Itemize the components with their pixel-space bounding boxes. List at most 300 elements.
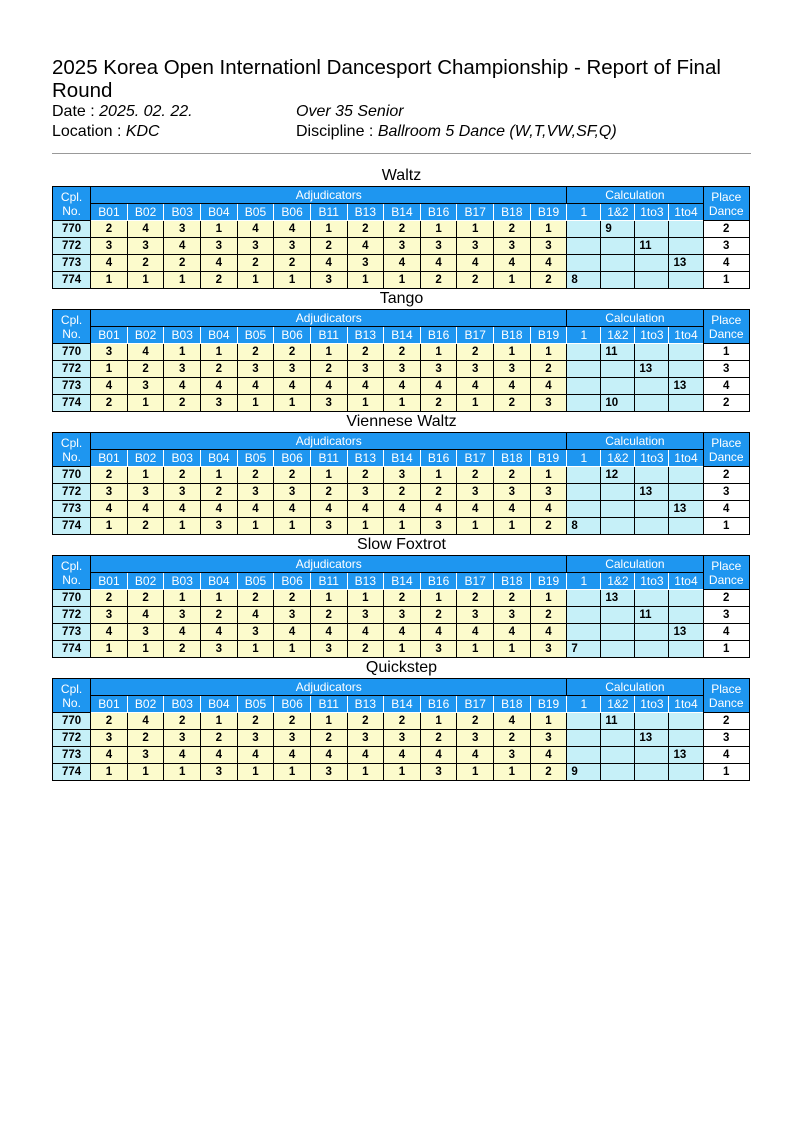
couple-number: 770 (53, 344, 91, 361)
judge-mark: 1 (237, 395, 274, 412)
judge-mark: 4 (310, 624, 347, 641)
judge-mark: 4 (274, 747, 311, 764)
judge-mark: 2 (384, 221, 421, 238)
judge-mark: 3 (310, 641, 347, 658)
judge-header: B18 (494, 450, 531, 467)
judge-header: B17 (457, 573, 494, 590)
calc-value (669, 395, 703, 412)
judge-header: B16 (420, 204, 457, 221)
judge-mark: 1 (201, 590, 238, 607)
judge-mark: 1 (201, 713, 238, 730)
table-row (53, 730, 750, 747)
judge-mark: 1 (91, 518, 128, 535)
judge-mark: 3 (384, 730, 421, 747)
couple-number: 773 (53, 501, 91, 518)
judge-header: B18 (494, 573, 531, 590)
place-label: Place (711, 189, 742, 204)
judge-mark: 1 (127, 272, 164, 289)
calc-value (669, 518, 703, 535)
judge-header: B13 (347, 327, 384, 344)
judge-header: B18 (494, 204, 531, 221)
results-table (52, 555, 750, 658)
judge-mark: 2 (201, 607, 238, 624)
judge-mark: 3 (274, 484, 311, 501)
judge-mark: 2 (310, 730, 347, 747)
calc-value: 11 (601, 713, 635, 730)
table-row (53, 607, 750, 624)
judge-mark: 1 (91, 641, 128, 658)
calc-value (567, 484, 601, 501)
judge-mark: 4 (201, 501, 238, 518)
judge-mark: 4 (420, 624, 457, 641)
judge-mark: 2 (457, 344, 494, 361)
calc-value: 11 (635, 607, 669, 624)
judge-mark: 4 (347, 238, 384, 255)
judge-mark: 2 (530, 272, 567, 289)
judge-mark: 2 (127, 255, 164, 272)
judge-mark: 1 (164, 272, 201, 289)
calc-value: 9 (601, 221, 635, 238)
calc-value (635, 467, 669, 484)
calc-value: 10 (601, 395, 635, 412)
table-row (53, 361, 750, 378)
judge-mark: 4 (164, 624, 201, 641)
judge-mark: 1 (457, 395, 494, 412)
calc-value (601, 238, 635, 255)
judge-header: B13 (347, 204, 384, 221)
judge-mark: 4 (384, 378, 421, 395)
judge-mark: 3 (201, 238, 238, 255)
judge-mark: 4 (127, 607, 164, 624)
calc-col-header: 1 (567, 450, 601, 467)
judge-header: B17 (457, 327, 494, 344)
calc-value: 11 (635, 238, 669, 255)
judge-mark: 4 (457, 747, 494, 764)
dance-section (52, 412, 751, 535)
calc-value (601, 764, 635, 781)
judge-mark: 3 (420, 238, 457, 255)
table-row (53, 378, 750, 395)
judge-mark: 2 (91, 395, 128, 412)
place-value: 4 (703, 255, 750, 272)
judge-mark: 2 (530, 361, 567, 378)
judge-mark: 2 (274, 467, 311, 484)
judge-header: B05 (237, 327, 274, 344)
calc-value (567, 713, 601, 730)
no-label: No. (62, 695, 81, 710)
judge-mark: 2 (127, 590, 164, 607)
calc-value: 9 (567, 764, 601, 781)
calc-value (567, 624, 601, 641)
cpl-header (53, 433, 91, 467)
judge-mark: 2 (237, 344, 274, 361)
judge-mark: 3 (91, 607, 128, 624)
judge-mark: 1 (164, 518, 201, 535)
calc-value (669, 361, 703, 378)
judge-mark: 3 (494, 361, 531, 378)
judge-header: B11 (310, 696, 347, 713)
judge-mark: 2 (201, 484, 238, 501)
judge-mark: 2 (494, 467, 531, 484)
place-dance-header (703, 433, 750, 467)
judge-header: B13 (347, 450, 384, 467)
judge-mark: 1 (494, 641, 531, 658)
calc-value (601, 624, 635, 641)
judge-mark: 2 (201, 272, 238, 289)
judge-mark: 4 (127, 501, 164, 518)
couple-number: 772 (53, 238, 91, 255)
dance-title: Tango (379, 290, 424, 307)
judge-mark: 4 (237, 221, 274, 238)
judge-header: B05 (237, 696, 274, 713)
judge-mark: 4 (201, 747, 238, 764)
calc-value (669, 641, 703, 658)
judge-mark: 1 (237, 641, 274, 658)
couple-number: 774 (53, 395, 91, 412)
calc-value: 8 (567, 518, 601, 535)
judge-mark: 2 (237, 255, 274, 272)
judge-mark: 3 (384, 238, 421, 255)
couple-number: 772 (53, 361, 91, 378)
dance-section (52, 658, 751, 781)
judge-mark: 1 (274, 641, 311, 658)
judge-mark: 3 (164, 607, 201, 624)
dance-label: Dance (708, 326, 744, 341)
couple-number: 772 (53, 607, 91, 624)
judge-mark: 2 (127, 730, 164, 747)
place-value: 4 (703, 624, 750, 641)
judge-header: B19 (530, 573, 567, 590)
calc-value: 11 (601, 344, 635, 361)
judge-mark: 2 (494, 730, 531, 747)
table-row (53, 764, 750, 781)
calc-value (567, 395, 601, 412)
cpl-header (53, 310, 91, 344)
judge-mark: 1 (237, 764, 274, 781)
calc-value (635, 590, 669, 607)
calc-value (669, 607, 703, 624)
judge-header: B06 (274, 696, 311, 713)
calc-value (669, 238, 703, 255)
judge-mark: 3 (274, 730, 311, 747)
calculation-header: Calculation (567, 187, 703, 204)
calc-col-header: 1to4 (669, 450, 703, 467)
judge-mark: 3 (164, 361, 201, 378)
judge-mark: 4 (457, 378, 494, 395)
judge-mark: 3 (237, 624, 274, 641)
judge-mark: 1 (347, 590, 384, 607)
calc-col-header: 1to3 (635, 204, 669, 221)
results-table (52, 309, 750, 412)
judge-mark: 3 (164, 221, 201, 238)
place-value: 2 (703, 713, 750, 730)
judge-mark: 3 (201, 395, 238, 412)
judge-mark: 3 (310, 272, 347, 289)
judge-mark: 3 (347, 255, 384, 272)
calc-value (567, 607, 601, 624)
judge-header: B11 (310, 573, 347, 590)
judge-mark: 4 (310, 255, 347, 272)
calc-value (635, 624, 669, 641)
judge-mark: 2 (347, 467, 384, 484)
couple-number: 770 (53, 713, 91, 730)
judge-mark: 1 (420, 590, 457, 607)
calc-value: 13 (669, 378, 703, 395)
judge-header: B06 (274, 327, 311, 344)
judge-mark: 3 (237, 484, 274, 501)
judge-mark: 4 (530, 255, 567, 272)
place-label: Place (711, 312, 742, 327)
cpl-label: Cpl. (60, 435, 83, 450)
judge-mark: 3 (420, 518, 457, 535)
judge-mark: 2 (91, 590, 128, 607)
report-header (52, 56, 752, 142)
calc-value (601, 641, 635, 658)
judge-mark: 1 (530, 221, 567, 238)
judge-mark: 4 (530, 747, 567, 764)
calc-value (635, 764, 669, 781)
judge-mark: 4 (530, 378, 567, 395)
judge-mark: 1 (420, 713, 457, 730)
judge-mark: 3 (127, 747, 164, 764)
judge-header: B14 (384, 204, 421, 221)
calc-value (601, 378, 635, 395)
judge-header: B04 (201, 696, 238, 713)
calc-value (669, 272, 703, 289)
judge-mark: 2 (164, 395, 201, 412)
judge-header: B14 (384, 450, 421, 467)
calc-value (669, 467, 703, 484)
cpl-label: Cpl. (60, 312, 83, 327)
judge-header: B02 (127, 204, 164, 221)
judge-mark: 1 (164, 344, 201, 361)
couple-number: 773 (53, 624, 91, 641)
judge-mark: 3 (310, 764, 347, 781)
place-value: 1 (703, 641, 750, 658)
judge-mark: 3 (127, 378, 164, 395)
judge-mark: 2 (420, 395, 457, 412)
place-value: 2 (703, 395, 750, 412)
judge-mark: 2 (274, 344, 311, 361)
judge-mark: 1 (457, 764, 494, 781)
judge-mark: 1 (384, 272, 421, 289)
calc-col-header: 1to3 (635, 450, 669, 467)
judge-mark: 1 (384, 395, 421, 412)
calc-value (635, 641, 669, 658)
judge-mark: 2 (164, 641, 201, 658)
judge-header: B02 (127, 696, 164, 713)
judge-mark: 1 (310, 590, 347, 607)
calc-value (601, 501, 635, 518)
calc-value (567, 730, 601, 747)
judge-mark: 2 (237, 590, 274, 607)
calculation-header: Calculation (567, 556, 703, 573)
calc-value (635, 344, 669, 361)
cpl-header (53, 187, 91, 221)
judge-mark: 4 (530, 501, 567, 518)
judge-mark: 4 (420, 747, 457, 764)
couple-number: 773 (53, 378, 91, 395)
judge-mark: 4 (420, 501, 457, 518)
judge-mark: 3 (457, 484, 494, 501)
judge-mark: 3 (274, 238, 311, 255)
dance-title: Waltz (381, 167, 422, 184)
calc-value (635, 747, 669, 764)
judge-mark: 4 (164, 501, 201, 518)
judge-mark: 2 (164, 713, 201, 730)
calc-value (567, 238, 601, 255)
calc-col-header: 1 (567, 573, 601, 590)
judge-mark: 3 (530, 730, 567, 747)
judge-mark: 4 (237, 501, 274, 518)
judge-mark: 3 (201, 518, 238, 535)
judge-mark: 2 (164, 467, 201, 484)
judge-mark: 2 (164, 255, 201, 272)
date-value: 2025. 02. 22. (99, 103, 193, 120)
discipline-label: Discipline : (296, 123, 378, 140)
calc-col-header: 1&2 (601, 696, 635, 713)
judge-mark: 4 (494, 713, 531, 730)
calc-value: 13 (669, 255, 703, 272)
judge-header: B06 (274, 573, 311, 590)
calc-value (635, 221, 669, 238)
judge-mark: 4 (494, 501, 531, 518)
meta-line-1 (52, 102, 752, 122)
judge-mark: 3 (384, 361, 421, 378)
calc-value (635, 395, 669, 412)
judge-mark: 2 (457, 590, 494, 607)
judge-mark: 2 (127, 361, 164, 378)
judge-mark: 3 (347, 730, 384, 747)
judge-mark: 3 (457, 238, 494, 255)
judge-mark: 1 (127, 467, 164, 484)
calc-value (567, 501, 601, 518)
judge-header: B02 (127, 573, 164, 590)
adjudicators-header: Adjudicators (91, 187, 567, 204)
couple-number: 773 (53, 255, 91, 272)
judge-header: B02 (127, 327, 164, 344)
judge-mark: 4 (201, 624, 238, 641)
judge-mark: 3 (530, 395, 567, 412)
judge-mark: 2 (91, 713, 128, 730)
judge-mark: 1 (347, 395, 384, 412)
judge-mark: 1 (530, 590, 567, 607)
calc-col-header: 1to3 (635, 573, 669, 590)
judge-mark: 2 (347, 221, 384, 238)
judge-mark: 3 (530, 238, 567, 255)
judge-mark: 2 (420, 272, 457, 289)
judge-header: B16 (420, 573, 457, 590)
calc-col-header: 1&2 (601, 450, 635, 467)
table-row (53, 590, 750, 607)
calc-value: 13 (669, 747, 703, 764)
couple-number: 774 (53, 764, 91, 781)
calc-value (567, 747, 601, 764)
judge-mark: 1 (494, 518, 531, 535)
judge-header: B11 (310, 204, 347, 221)
judge-mark: 4 (347, 747, 384, 764)
judge-mark: 1 (237, 272, 274, 289)
calc-value (567, 221, 601, 238)
judge-mark: 3 (237, 730, 274, 747)
calc-value (601, 484, 635, 501)
place-label: Place (711, 435, 742, 450)
judge-mark: 1 (530, 344, 567, 361)
no-label: No. (62, 449, 81, 464)
judge-mark: 1 (384, 641, 421, 658)
dance-title: Slow Foxtrot (357, 536, 446, 553)
judge-mark: 1 (164, 764, 201, 781)
judge-mark: 4 (310, 378, 347, 395)
results-table (52, 678, 750, 781)
judge-header: B04 (201, 204, 238, 221)
calc-value (567, 590, 601, 607)
judge-mark: 4 (274, 501, 311, 518)
judge-mark: 2 (310, 607, 347, 624)
judge-mark: 4 (274, 221, 311, 238)
couple-number: 770 (53, 221, 91, 238)
judge-mark: 1 (384, 518, 421, 535)
judge-mark: 3 (420, 361, 457, 378)
no-label: No. (62, 572, 81, 587)
judge-mark: 2 (310, 484, 347, 501)
table-row (53, 747, 750, 764)
judge-mark: 3 (91, 484, 128, 501)
cpl-label: Cpl. (60, 189, 83, 204)
judge-header: B16 (420, 450, 457, 467)
judge-header: B02 (127, 450, 164, 467)
judge-mark: 4 (237, 747, 274, 764)
place-value: 1 (703, 272, 750, 289)
judge-mark: 4 (457, 624, 494, 641)
dance-label: Dance (708, 203, 744, 218)
judge-header: B05 (237, 573, 274, 590)
calc-value (635, 272, 669, 289)
place-dance-header (703, 556, 750, 590)
judge-mark: 2 (274, 713, 311, 730)
judge-mark: 1 (530, 467, 567, 484)
calc-value (669, 484, 703, 501)
table-row (53, 624, 750, 641)
dance-title: Quickstep (365, 659, 438, 676)
judge-mark: 3 (91, 344, 128, 361)
judge-mark: 1 (494, 764, 531, 781)
judge-mark: 3 (164, 484, 201, 501)
judge-header: B01 (91, 573, 128, 590)
judge-mark: 2 (494, 221, 531, 238)
adjudicators-header: Adjudicators (91, 556, 567, 573)
judge-mark: 2 (457, 713, 494, 730)
judge-mark: 4 (237, 378, 274, 395)
calc-value (601, 730, 635, 747)
judge-mark: 1 (494, 272, 531, 289)
judge-mark: 1 (420, 467, 457, 484)
calc-col-header: 1to4 (669, 327, 703, 344)
judge-header: B03 (164, 327, 201, 344)
judge-mark: 2 (310, 361, 347, 378)
adjudicators-header: Adjudicators (91, 310, 567, 327)
judge-mark: 2 (457, 467, 494, 484)
table-row (53, 255, 750, 272)
calc-col-header: 1to4 (669, 573, 703, 590)
cpl-label: Cpl. (60, 558, 83, 573)
judge-mark: 3 (530, 641, 567, 658)
judge-mark: 4 (310, 501, 347, 518)
judge-header: B01 (91, 204, 128, 221)
judge-mark: 4 (347, 624, 384, 641)
judge-mark: 4 (494, 378, 531, 395)
place-value: 2 (703, 221, 750, 238)
